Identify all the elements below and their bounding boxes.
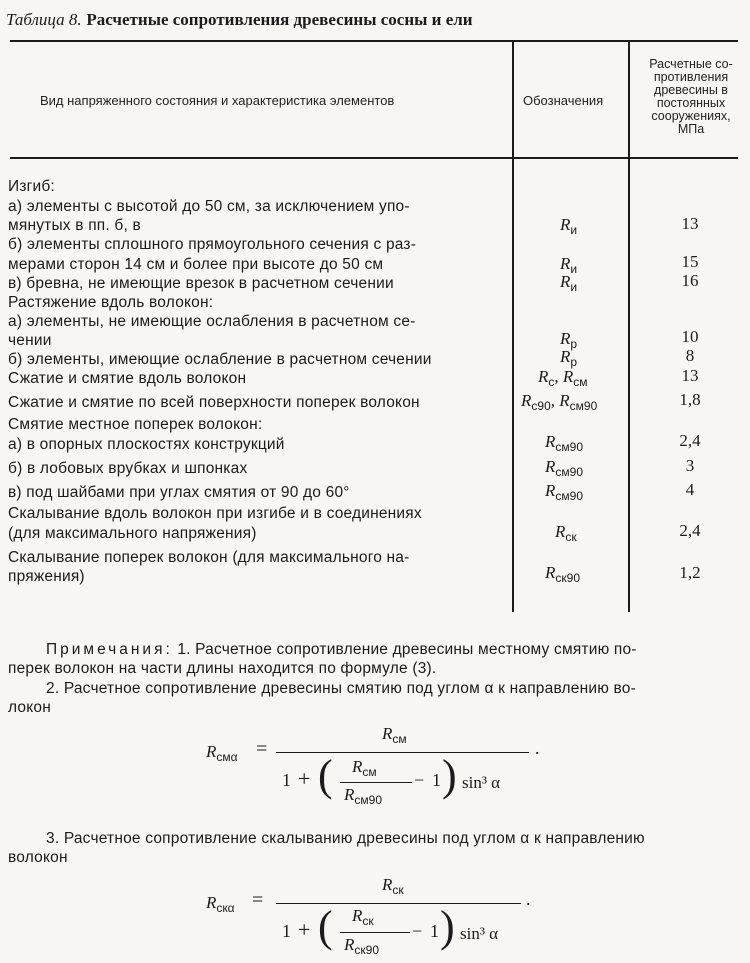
formula-minus: − [414, 770, 425, 790]
formula-plus: + [298, 917, 311, 942]
row-text: Растяжение вдоль волокон: [8, 294, 214, 311]
symbol-cell: $R_и$ [560, 272, 578, 294]
inner-denominator: $R_{ск90}$ [344, 935, 379, 957]
row-text: Изгиб: [8, 178, 55, 195]
left-paren: ( [318, 902, 333, 951]
row-text: Смятие местное поперек волокон: [8, 416, 263, 433]
inner-fraction-bar [340, 932, 410, 933]
header-value-line: древесины в [654, 83, 728, 97]
value-cell: 15 [681, 252, 699, 271]
symbol-cell: $R_{см90}$ [545, 432, 583, 454]
formula-dot: . [535, 738, 540, 758]
row-text: чении [8, 332, 52, 349]
row-text: (для максимального напряжения) [8, 525, 257, 542]
formula-minus: − [412, 921, 423, 941]
note-3-line-2: волокон [8, 849, 68, 866]
column-header-description: Вид напряженного состояния и характеристика элементов [40, 93, 395, 108]
row-text: Сжатие и смятие по всей поверхности поперек волокон [8, 394, 420, 411]
inner-fraction-bar [340, 782, 412, 783]
formula-numerator: $R_{ск}$ [382, 875, 404, 897]
inner-numerator: $R_{см}$ [352, 757, 377, 779]
formula-one: 1 [282, 921, 291, 941]
column-header-value [636, 58, 746, 136]
row-text: Скалывание вдоль волокон при изгибе и в соединениях [8, 505, 422, 522]
row-text: мерами сторон 14 см и более при высоте до 50 см [8, 256, 384, 273]
notes-heading: Примечания: [46, 641, 173, 658]
formula-sin: sin³ α [462, 773, 501, 792]
table-number: Таблица 8. [6, 10, 82, 29]
inner-denominator: $R_{см90}$ [344, 785, 382, 807]
value-cell: 8 [685, 346, 695, 365]
row-text: Скалывание поперек волокон (для максимального на- [8, 549, 410, 566]
value-cell: 1,8 [679, 390, 701, 409]
table-caption: Расчетные сопротивления древесины сосны и ели [86, 10, 473, 29]
row-text: а) элементы с высотой до 50 см, за исключением упо- [8, 198, 410, 215]
value-cell: 13 [681, 366, 699, 385]
column-header-symbol: Обозначения [523, 93, 604, 108]
header-value-line: постоянных [656, 96, 726, 110]
fraction-bar [276, 752, 529, 753]
table-title [6, 10, 473, 30]
header-value-line: МПа [677, 122, 705, 136]
column-divider-2 [628, 40, 630, 612]
note-2-line-2: локон [8, 699, 51, 716]
value-cell: 2,4 [679, 521, 701, 540]
symbol-cell: $R_р$ [560, 347, 578, 369]
right-paren: ) [442, 751, 457, 800]
formula-equals: = [256, 738, 268, 760]
formula-sin: sin³ α [460, 924, 499, 943]
note-1-line-1: Примечания: 1. Расчетное сопротивление древесины местному смятию по- [46, 641, 637, 658]
row-text: в) под шайбами при углах смятия от 90 до 60° [8, 484, 350, 501]
value-cell: 2,4 [679, 431, 701, 450]
formula-one: 1 [432, 770, 441, 790]
formula-dot: . [526, 889, 531, 909]
column-divider-1 [512, 40, 514, 612]
row-text: б) элементы, имеющие ослабление в расчетном сечении [8, 351, 432, 368]
row-text: б) в лобовых врубках и шпонках [8, 460, 248, 477]
symbol-cell: $R_р$ [560, 329, 578, 351]
right-paren: ) [440, 902, 455, 951]
left-paren: ( [318, 751, 333, 800]
symbol-cell: $R_с$, $R_{см}$ [538, 367, 588, 389]
note-2-line-1: 2. Расчетное сопротивление древесины смятию под углом α к направлению во- [46, 680, 636, 697]
value-cell: 1,2 [679, 563, 701, 582]
row-text: а) в опорных плоскостях конструкций [8, 436, 285, 453]
row-text: Сжатие и смятие вдоль волокон [8, 370, 247, 387]
value-cell: 13 [681, 214, 699, 233]
symbol-cell: $R_{см90}$ [545, 481, 583, 503]
row-text: а) элементы, не имеющие ослабления в расчетном се- [8, 313, 416, 330]
formula-lhs: $R_{ск\alpha}$ [206, 893, 235, 915]
symbol-cell: $R_{ск}$ [555, 522, 577, 544]
inner-numerator: $R_{ск}$ [352, 906, 374, 928]
header-value-line: противления [653, 70, 729, 84]
formula-lhs: $R_{см\alpha}$ [206, 742, 238, 764]
note-3-line-1: 3. Расчетное сопротивление скалыванию древесины под углом α к направлению [46, 830, 645, 847]
formula-one: 1 [430, 921, 439, 941]
value-cell: 4 [685, 480, 695, 499]
symbol-cell: $R_{с90}$, $R_{см90}$ [521, 391, 598, 413]
value-cell: 3 [685, 456, 695, 475]
symbol-cell: $R_{см90}$ [545, 457, 583, 479]
header-value-line: Расчетные со- [649, 57, 733, 71]
header-value-line: сооружениях, [651, 109, 731, 123]
value-cell: 10 [681, 327, 699, 346]
note-1-line-2: перек волокон на части длины находится по формуле (3). [8, 660, 437, 677]
symbol-cell: $R_и$ [560, 254, 578, 276]
symbol-cell: $R_{ск90}$ [545, 563, 580, 585]
row-text: б) элементы сплошного прямоугольного сечения с раз- [8, 236, 417, 253]
formula-plus: + [298, 766, 311, 791]
formula-numerator: $R_{см}$ [382, 724, 407, 746]
row-text: пряжения) [8, 568, 85, 585]
formula-one: 1 [282, 770, 291, 790]
symbol-cell: $R_и$ [560, 215, 578, 237]
row-text: мянутых в пп. б, в [8, 217, 141, 234]
fraction-bar [276, 903, 521, 904]
row-text: в) бревна, не имеющие врезок в расчетном сечении [8, 275, 394, 292]
formula-equals: = [252, 889, 264, 911]
value-cell: 16 [681, 271, 699, 290]
